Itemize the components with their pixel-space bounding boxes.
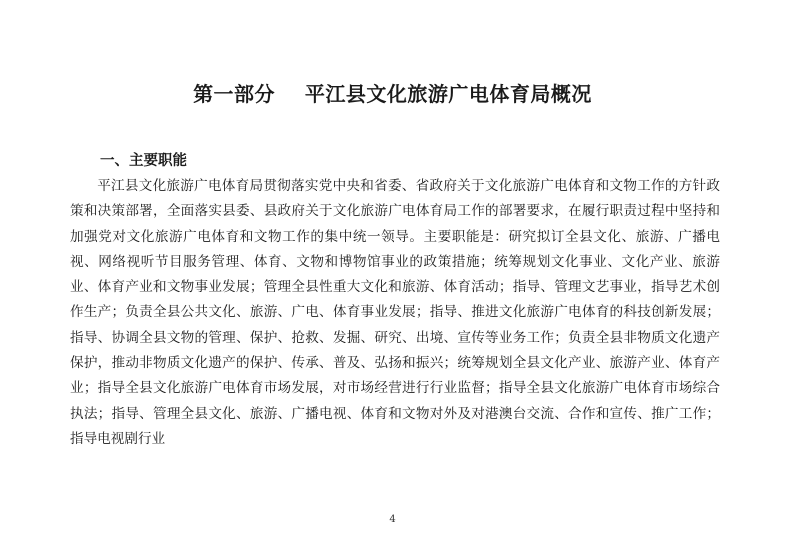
page-number: 4 <box>389 514 396 525</box>
page-title: 第一部分 平江县文化旅游广电体育局概况 <box>193 82 592 106</box>
section-heading: 一、主要职能 <box>100 153 187 169</box>
body-paragraph: 平江县文化旅游广电体育局贯彻落实党中央和省委、省政府关于文化旅游广电体育和文物工作的方针政策和决策部署，全面落实县委、县政府关于文化旅游广电体育局工作的部署要求，在履行职责过程中坚持和加强党对文化旅游广电体育和文物工作的集中统一领导。主要职能是：研究拟订全县文化、旅游、广播电视、网络视听节目服务管理、体育、文物和博物馆事业的政策措施；统筹规划文化事业、文化产业、旅游业、体育产业和文物事业发展；管理全县性重大文化和旅游、体育活动；指导、管理文艺事业，指导艺术创作生产；负责全县公共文化、旅游、广电、体育事业发展；指导、推进文化旅游广电体育的科技创新发展；指导、协调全县文物的管理、保护、抢救、发掘、研究、出境、宣传等业务工作；负责全县非物质文化遗产保护，推动非物质文化遗产的保护、传承、普及、弘扬和振兴；统筹规划全县文化产业、旅游产业、体育产业；指导全县文化旅游广电体育市场发展，对市场经营进行行业监督；指导全县文化旅游广电体育市场综合执法；指导、管理全县文化、旅游、广播电视、体育和文物对外及对港澳台交流、合作和宣传、推广工作；指导电视剧行业 <box>70 178 720 447</box>
